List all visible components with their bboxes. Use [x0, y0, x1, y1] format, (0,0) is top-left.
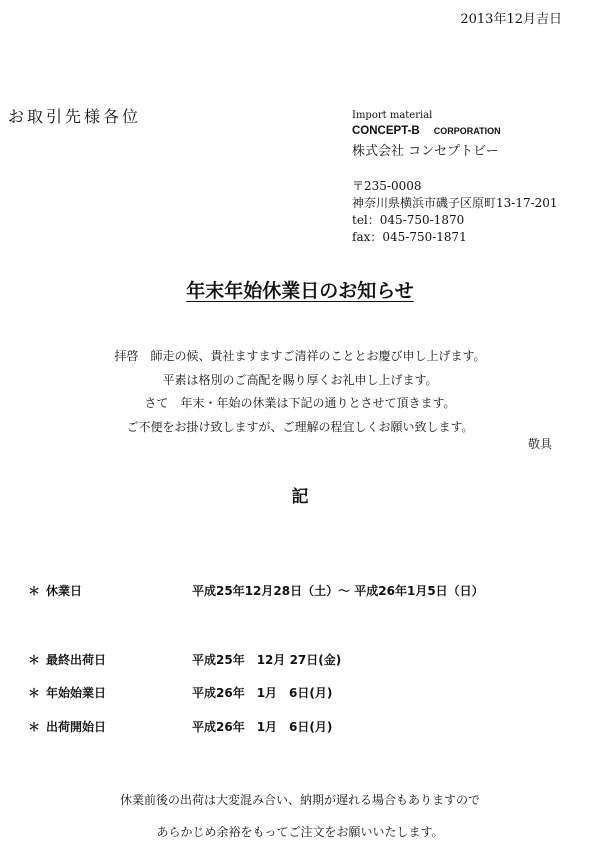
- schedule-value: 平成26年 1月 6日(月): [192, 720, 333, 734]
- schedule-value: 平成25年 12月 27日(金): [192, 653, 342, 667]
- notice-title-wrap: [0, 276, 600, 303]
- fax: fax：045-750-1871: [352, 230, 467, 244]
- note-line: あらかじめ余裕をもってご注文をお願いいたします。: [156, 825, 444, 839]
- document-date: 2013年12月吉日: [460, 12, 562, 27]
- schedule-label: 年始始業日: [46, 686, 107, 700]
- asterisk-icon: ＊: [28, 584, 41, 598]
- company-corp: CORPORATION: [433, 126, 501, 136]
- body-line: 平素は格別のご高配を賜り厚くお礼申し上げます。: [162, 372, 438, 387]
- recipient: お取引先様各位: [8, 107, 142, 126]
- address-block: [352, 178, 558, 246]
- schedule-row-closed: [28, 582, 484, 599]
- street-address: 神奈川県横浜市磯子区原町13-17-201: [352, 196, 558, 210]
- schedule-row-last-shipping: [28, 651, 341, 668]
- note-line: 休業前後の出荷は大変混み合い、納期が遅れる場合もありますので: [119, 793, 480, 807]
- asterisk-icon: ＊: [28, 720, 41, 734]
- company-block: [352, 110, 501, 159]
- postal-code: 〒235-0008: [352, 179, 422, 193]
- notes: [0, 784, 600, 848]
- body-line: 拝啓 師走の候、貴社ますますご清祥のこととお慶び申し上げます。: [114, 349, 486, 363]
- company-name-en-main: CONCEPT-B: [352, 125, 420, 137]
- schedule-value: 平成26年 1月 6日(月): [192, 686, 333, 700]
- schedule-label: 出荷開始日: [46, 720, 107, 734]
- import-label: Import material: [352, 110, 433, 121]
- company-name-jp: 株式会社 コンセプトビー: [352, 144, 499, 159]
- tel: tel：045-750-1870: [352, 213, 465, 227]
- closing: 敬具: [528, 437, 553, 451]
- notice-title: 年末年始休業日のお知らせ: [186, 280, 414, 302]
- schedule-label: 最終出荷日: [46, 653, 107, 667]
- asterisk-icon: ＊: [28, 686, 41, 700]
- schedule-label: 休業日: [46, 584, 83, 598]
- schedule-row-new-year-start: [28, 684, 332, 701]
- schedule-value: 平成25年12月28日（土）～ 平成26年1月5日（日）: [192, 584, 484, 598]
- ki-heading: 記: [291, 487, 309, 507]
- body-line: ご不便をお掛け致しますが、ご理解の程宜しくお願い致します。: [126, 419, 474, 434]
- body-line: さて 年末・年始の休業は下記の通りとさせて頂きます。: [144, 396, 456, 410]
- asterisk-icon: ＊: [28, 653, 41, 667]
- company-name-en: [352, 125, 501, 137]
- schedule-row-shipping-start: [28, 718, 332, 735]
- letter-body: [0, 345, 600, 439]
